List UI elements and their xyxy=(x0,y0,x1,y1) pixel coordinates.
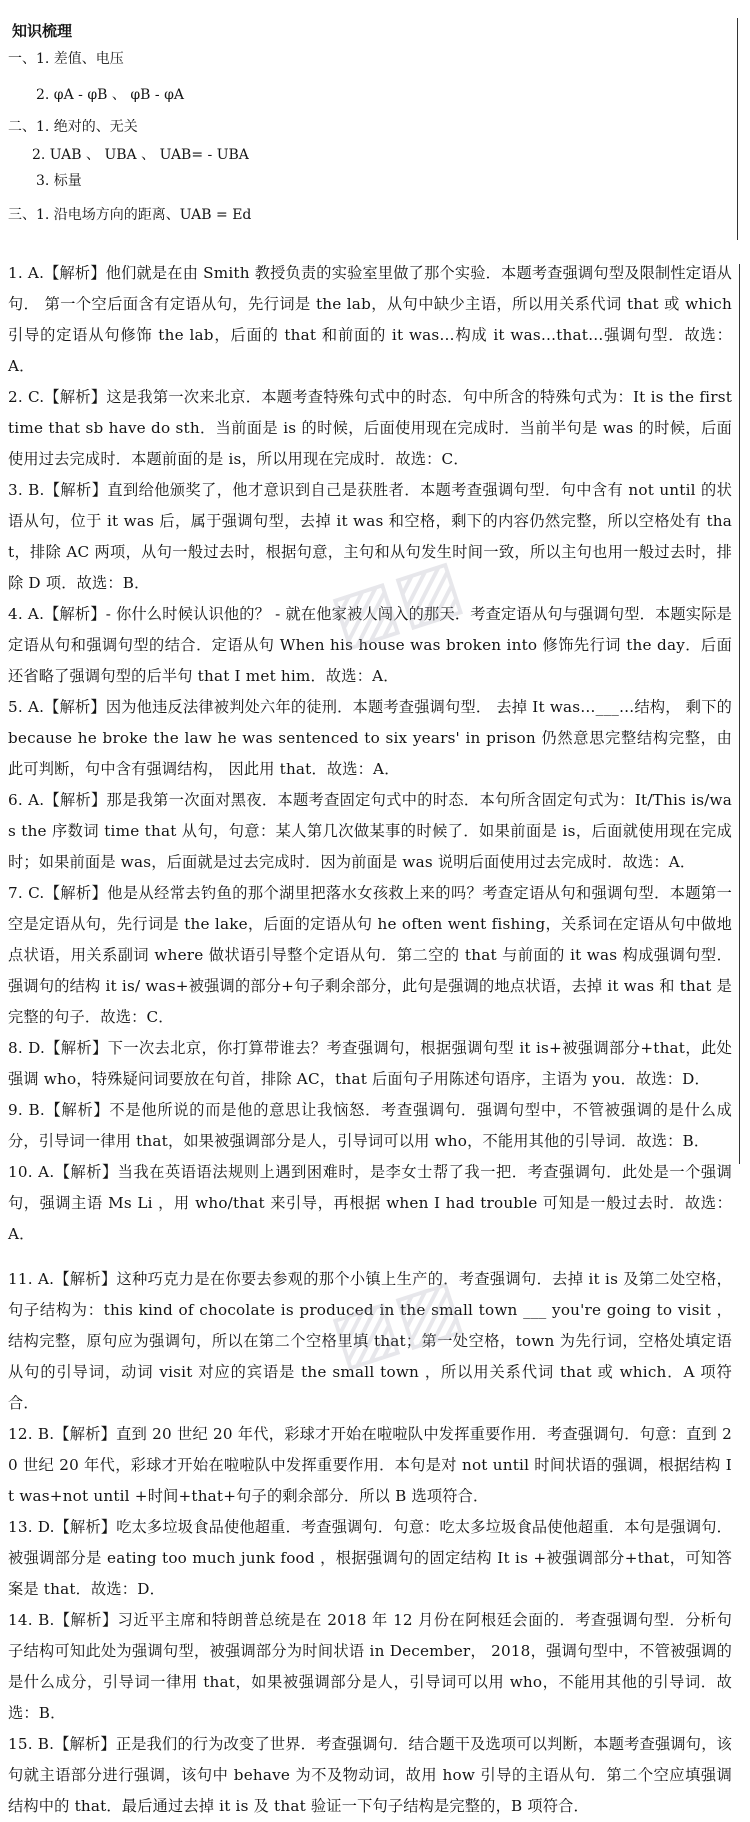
watermark: ▨▨ xyxy=(320,1261,472,1381)
summary-line: 3. 标量 xyxy=(36,173,82,189)
answer-list xyxy=(0,258,740,1822)
answer-item: 5. A.【解析】因为他违反法律被判处六年的徒刑．本题考查强调句型． 去掉 It was…___…结构， 剩下的 because he broke the law he was sentenced to six years' in prison 仍然意思完整结构完整，由此可判断，句中含有强调结构， 因此用 that．故选：A． xyxy=(8,698,732,778)
answer-item: 1. A.【解析】他们就是在由 Smith 教授负责的实验室里做了那个实验．本题考查强调句型及限制性定语从句． 第一个空后面含有定语从句，先行词是 the lab，从句中缺少主语，所以用关系代词 that 或 which 引导的定语从句修饰 the lab，后面的 that 和前面的 it was…构成 it was…that…强调句型．故选：A． xyxy=(8,264,732,375)
answer-item: 6. A.【解析】那是我第一次面对黑夜．本题考查固定句式中的时态．本句所含固定句式为：It/This is/was the 序数词 time that 从句，句意：某人第几次做某事的时候了．如果前面是 is，后面就使用现在完成时；如果前面是 was，后面就是过去完成时．因为前面是 was 说明后面使用过去完成时．故选：A． xyxy=(8,791,732,871)
answer-item: 9. B.【解析】不是他所说的而是他的意思让我恼怒．考查强调句．强调句型中，不管被强调的是什么成分，引导词一律用 that，如果被强调部分是人，引导词可以用 who，不能用其他的引导词．故选：B． xyxy=(8,1101,732,1150)
answer-item: 7. C.【解析】他是从经常去钓鱼的那个湖里把落水女孩救上来的吗？考查定语从句和强调句型．本题第一空是定语从句，先行词是 the lake，后面的定语从句 he often went fishing，关系词在定语从句中做地点状语，用关系副词 where 做状语引导整个定语从句．第二空的 that 与前面的 it was 构成强调句型．强调句的结构 it is/ was+被强调的部分+句子剩余部分，此句是强调的地点状语，去掉 it was 和 that 是完整的句子．故选：C． xyxy=(8,884,732,1026)
answer-item: 2. C.【解析】这是我第一次来北京．本题考查特殊句式中的时态．句中所含的特殊句式为：It is the first time that sb have do sth．当前面是 is 的时候，后面使用现在完成时．当前半句是 was 的时候，后面使用过去完成时．本题前面的是 is，所以用现在完成时．故选：C． xyxy=(8,388,732,468)
answer-item: 3. B.【解析】直到给他颁奖了，他才意识到自己是获胜者．本题考查强调句型．句中含有 not until 的状语从句，位于 it was 后，属于强调句型，去掉 it was 和空格，剩下的内容仍然完整，所以空格处有 that，排除 AC 两项，从句一般过去时，根据句意，主句和从句发生时间一致，所以主句也用一般过去时，排除 D 项．故选：B． xyxy=(8,481,732,592)
right-border xyxy=(737,18,738,240)
summary-line: 一、1. 差值、电压 xyxy=(8,51,124,67)
summary-title: 知识梳理 xyxy=(12,22,73,40)
right-border xyxy=(739,264,740,1164)
answer-item: 11. A.【解析】这种巧克力是在你要去参观的那个小镇上生产的．考查强调句．去掉 it is 及第二处空格，句子结构为：this kind of chocolate is produced in the small town ___ you're going to visit ，结构完整，原句应为强调句，所以在第二个空格里填 that；第一处空格，town 为先行词，空格处填定语从句的引导词，动词 visit 对应的宾语是 the small town ，所以用关系代词 that 或 which．A 项符合． xyxy=(8,1270,732,1412)
answer-item: 14. B.【解析】习近平主席和特朗普总统是在 2018 年 12 月份在阿根廷会面的．考查强调句型．分析句子结构可知此处为强调句型，被强调部分为时间状语 in December， 2018，强调句型中，不管被强调的是什么成分，引导词一律用 that，如果被强调部分是人，引导词可以用 who，不能用其他的引导词．故选：B． xyxy=(8,1611,732,1722)
summary-line: 2. UAB 、 UBA 、 UAB= - UBA xyxy=(32,147,249,163)
answer-item: 12. B.【解析】直到 20 世纪 20 年代，彩球才开始在啦啦队中发挥重要作用．考查强调句．句意：直到 20 世纪 20 年代，彩球才开始在啦啦队中发挥重要作用．本句是对 not until 时间状语的强调，根据结构 It was+not until +时间+that+句子的剩余部分．所以 B 选项符合． xyxy=(8,1425,732,1505)
watermark: ▨▨ xyxy=(320,541,472,661)
summary-line: 三、1. 沿电场方向的距离、UAB = Ed xyxy=(8,207,252,223)
summary-line: 2. φA - φB 、 φB - φA xyxy=(36,87,184,103)
answer-item: 15. B.【解析】正是我们的行为改变了世界．考查强调句．结合题干及选项可以判断，本题考查强调句，该句就主语部分进行强调，该句中 behave 为不及物动词，故用 how 引导的主语从句．第二个空应填强调结构中的 that．最后通过去掉 it is 及 that 验证一下句子结构是完整的，B 项符合． xyxy=(8,1735,732,1815)
knowledge-summary xyxy=(8,18,738,250)
answer-item: 10. A.【解析】当我在英语语法规则上遇到困难时，是李女士帮了我一把．考查强调句．此处是一个强调句，强调主语 Ms Li ，用 who/that 来引导，再根据 when I had trouble 可知是一般过去时．故选：A． xyxy=(8,1163,732,1243)
summary-line: 二、1. 绝对的、无关 xyxy=(8,119,138,135)
answer-item: 13. D.【解析】吃太多垃圾食品使他超重．考查强调句．句意：吃太多垃圾食品使他超重．本句是强调句．被强调部分是 eating too much junk food ，根据强调句的固定结构 It is +被强调部分+that，可知答案是 that．故选：D． xyxy=(8,1518,732,1598)
answer-item: 4. A.【解析】- 你什么时候认识他的？ - 就在他家被人闯入的那天．考查定语从句与强调句型．本题实际是定语从句和强调句型的结合．定语从句 When his house was broken into 修饰先行词 the day．后面还省略了强调句型的后半句 that I met him．故选：A． xyxy=(8,605,732,685)
answer-item: 8. D.【解析】下一次去北京，你打算带谁去？考查强调句，根据强调句型 it is+被强调部分+that，此处强调 who，特殊疑问词要放在句首，排除 AC，that 后面句子用陈述句语序，主语为 you．故选：D． xyxy=(8,1039,732,1088)
